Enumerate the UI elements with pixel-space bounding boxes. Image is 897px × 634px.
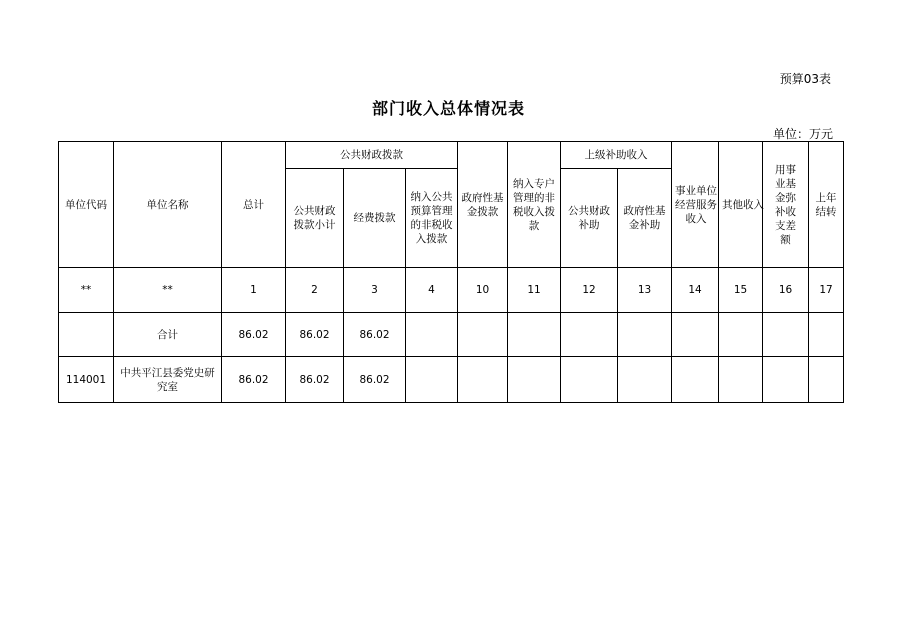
cell-name: 中共平江县委党史研究室 [114,357,222,403]
cell-subtotal: 86.02 [286,357,344,403]
header-superior-public-subsidy [561,169,618,268]
header-public-fiscal-subtotal [286,169,344,268]
header-public-fiscal-group: 公共财政拨款 [286,142,458,169]
page-title: 部门收入总体情况表 [371,99,525,118]
header-reserve-fund [763,142,809,268]
index-cell: 1 [222,268,286,313]
header-reserve-fund-label: 用事业基金弥补收支差额 [775,163,797,246]
header-public-fiscal-subtotal-label: 公共财政拨款小计 [293,205,336,231]
cell-funding: 86.02 [344,313,406,357]
index-cell: 15 [719,268,763,313]
header-superior-gov-fund-subsidy-label: 政府性基金补助 [623,205,666,231]
header-unit-code: 单位代码 [59,142,114,268]
unit-label: 单位：万元 [772,127,833,141]
index-cell: 13 [618,268,672,313]
cell-code [59,313,114,357]
header-business-income-label: 事业单位经营服务收入 [675,184,718,225]
index-row [59,268,844,313]
header-special-nontax [508,142,561,268]
header-other-income [719,142,763,268]
cell-name: 合计 [114,313,222,357]
cell-total: 86.02 [222,357,286,403]
cell-subtotal: 86.02 [286,313,344,357]
header-nontax-budget [406,169,458,268]
header-nontax-budget-label: 纳入公共预算管理的非税收入拨款 [410,191,453,245]
header-carryover-label: 上年结转 [815,191,837,218]
index-cell: 3 [344,268,406,313]
index-cell: 16 [763,268,809,313]
index-cell: 2 [286,268,344,313]
index-cell: 4 [406,268,458,313]
header-gov-fund-grant [458,142,508,268]
form-code: 预算03表 [779,72,831,86]
index-cell: 10 [458,268,508,313]
cell-funding: 86.02 [344,357,406,403]
header-special-nontax-label: 纳入专户管理的非税收入拨款 [513,177,556,232]
header-gov-fund-grant-label: 政府性基金拨款 [461,191,504,218]
header-superior-gov-fund-subsidy [618,169,672,268]
budget-table [58,141,844,403]
header-superior-group: 上级补助收入 [561,142,672,169]
index-cell: ** [59,268,114,313]
index-cell: ** [114,268,222,313]
header-business-income [672,142,719,268]
header-funding-grant: 经费拨款 [344,169,406,268]
table-row-total [59,313,844,357]
header-total: 总计 [222,142,286,268]
index-cell: 11 [508,268,561,313]
index-cell: 14 [672,268,719,313]
cell-total: 86.02 [222,313,286,357]
header-unit-name: 单位名称 [114,142,222,268]
cell-code: 114001 [59,357,114,403]
table-row [59,357,844,403]
header-other-income-label: 其他收入 [722,198,765,211]
header-carryover [809,142,844,268]
index-cell: 12 [561,268,618,313]
index-cell: 17 [809,268,844,313]
header-superior-public-subsidy-label: 公共财政补助 [568,205,611,231]
